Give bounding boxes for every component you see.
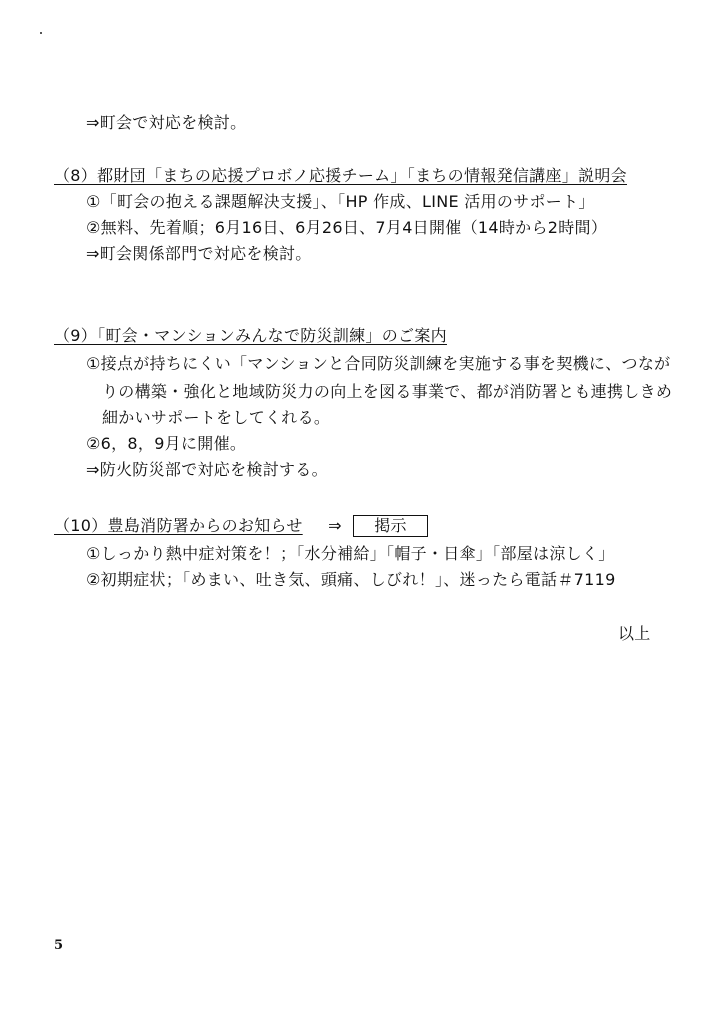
closing-text: 以上 xyxy=(618,624,651,643)
section-10-heading: （10）豊島消防署からのお知らせ xyxy=(54,516,303,535)
section-8-heading: （8）都財団「まちの応援プロボノ応援チーム」「まちの情報発信講座」説明会 xyxy=(54,166,627,185)
section-8-item-1: ①「町会の抱える課題解決支援」、「HP 作成、LINE 活用のサポート」 xyxy=(86,192,595,211)
page-number: 5 xyxy=(54,938,64,953)
scan-speck xyxy=(40,32,42,34)
section-8-action: ⇒町会関係部門で対応を検討。 xyxy=(86,244,312,263)
section-9-item-1-line-2: りの構築・強化と地域防災力の向上を図る事業で、都が消防署とも連携しきめ xyxy=(102,382,673,401)
section-9-heading: （9）「町会・マンションみんなで防災訓練」のご案内 xyxy=(54,326,447,345)
section-9-item-1-line-1: ①接点が持ちにくい「マンションと合同防災訓練を実施する事を契機に、つなが xyxy=(86,354,671,373)
section-9-action: ⇒防火防災部で対応を検討する。 xyxy=(86,460,328,479)
section-8-item-2: ②無料、先着順；6月16日、6月26日、7月4日開催（14時から2時間） xyxy=(86,218,608,237)
notice-box-label: 掲示 xyxy=(353,515,428,537)
section-10-item-2: ②初期症状；「めまい、吐き気、頭痛、しびれ！」、迷ったら電話＃7119 xyxy=(86,570,616,589)
top-action-line: ⇒町会で対応を検討。 xyxy=(86,113,247,132)
arrow-icon: ⇒ xyxy=(328,516,342,535)
section-10-item-1: ①しっかり熱中症対策を！；「水分補給」「帽子・日傘」「部屋は涼しく」 xyxy=(86,544,615,563)
section-9-item-2: ②6，8，9月に開催。 xyxy=(86,434,247,453)
section-10-heading-row xyxy=(54,515,428,537)
section-9-item-1-line-3: 細かいサポートをしてくれる。 xyxy=(102,408,331,427)
